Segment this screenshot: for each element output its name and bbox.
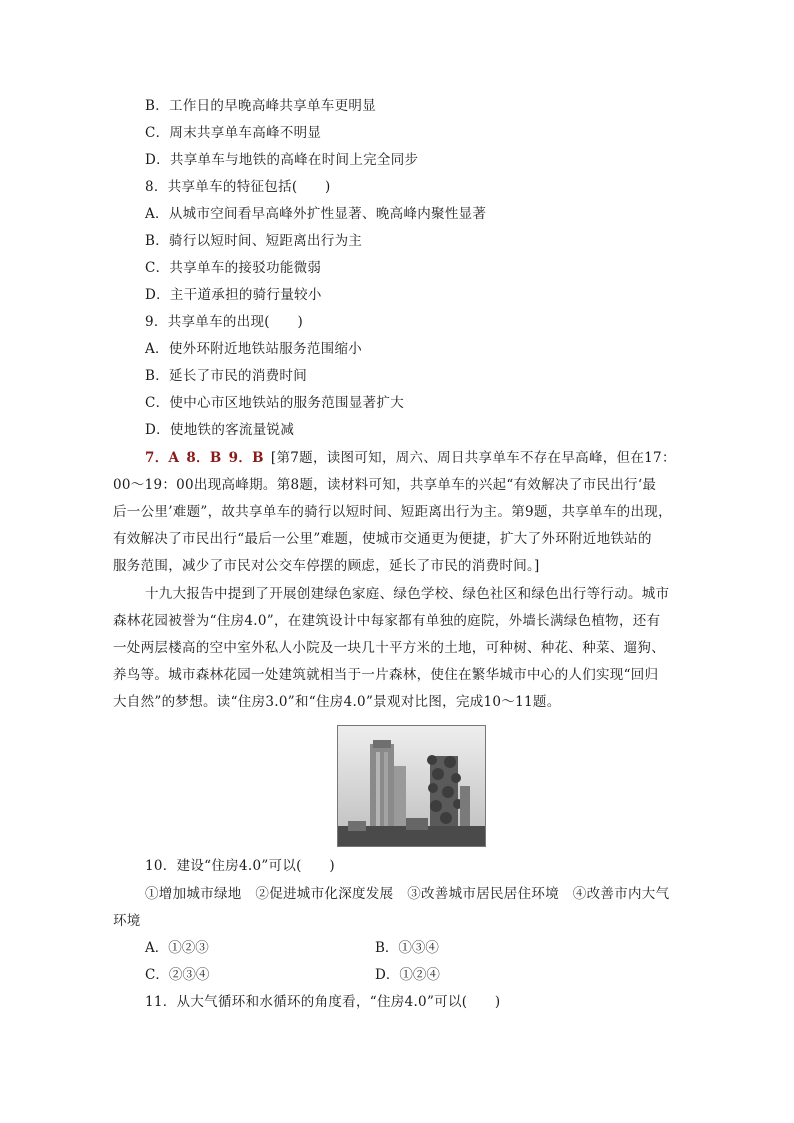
q8-option-b: B．骑行以短时间、短距离出行为主 <box>145 233 363 249</box>
q9-option-a: A．使外环附近地铁站服务范围缩小 <box>145 341 363 357</box>
q10-statements-line-1: ①增加城市绿地 ②促进城市化深度发展 ③改善城市居民居住环境 ④改善市内大气 <box>145 886 670 902</box>
passage-line-5: 大自然”的梦想。读“住房3.0”和“住房4.0”景观对比图，完成10～11题。 <box>113 694 561 710</box>
q8-stem: 8．共享单车的特征包括( ) <box>145 179 331 195</box>
answer-9: 9．B <box>228 450 264 466</box>
answer-explanation-line-2: 00～19：00出现高峰期。第8题，读材料可知，共享单车的兴起“有效解决了市民出行‘最 <box>113 477 657 493</box>
q7-option-c: C．周末共享单车高峰不明显 <box>145 125 322 141</box>
answer-7: 7．A <box>145 450 180 466</box>
q8-option-d: D．主干道承担的骑行量较小 <box>145 287 322 303</box>
answer-explanation-line-1: [第7题，读图可知，周六、周日共享单车不存在早高峰，但在17： <box>270 450 676 466</box>
q9-option-d: D．使地铁的客流量锐减 <box>145 422 295 438</box>
q7-option-b: B．工作日的早晚高峰共享单车更明显 <box>145 98 377 114</box>
q10-option-b: B．①③④ <box>375 940 439 956</box>
q10-option-d: D．①②④ <box>375 967 440 983</box>
q8-option-c: C．共享单车的接驳功能微弱 <box>145 260 322 276</box>
q9-stem: 9．共享单车的出现( ) <box>145 314 304 330</box>
q9-option-b: B．延长了市民的消费时间 <box>145 368 308 384</box>
passage-line-4: 养鸟等。城市森林花园一处建筑就相当于一片森林，使住在繁华城市中心的人们实现“回归 <box>113 667 659 683</box>
housing-comparison-photo <box>337 725 486 847</box>
passage-line-3: 一处两层楼高的空中室外私人小院及一块几十平方米的土地，可种树、种花、种菜、遛狗、 <box>113 640 665 656</box>
passage-line-2: 森林花园被誉为“住房4.0”，在建筑设计中每家都有单独的庭院，外墙长满绿色植物，还有 <box>113 613 661 629</box>
q10-option-a: A．①②③ <box>145 940 209 956</box>
q8-option-a: A．从城市空间看早高峰外扩性显著、晚高峰内聚性显著 <box>145 206 487 222</box>
q9-option-c: C．使中心市区地铁站的服务范围显著扩大 <box>145 395 405 411</box>
answer-8: 8．B <box>186 450 222 466</box>
answer-explanation-line-4: 有效解决了市民出行“最后一公里”难题，使城市交通更为便捷，扩大了外环附近地铁站的 <box>113 531 652 547</box>
q10-option-c: C．②③④ <box>145 967 210 983</box>
answer-first-line <box>145 449 676 467</box>
q10-stem: 10．建设“住房4.0”可以( ) <box>145 858 335 874</box>
q10-statements-line-2: 环境 <box>113 913 141 929</box>
answer-explanation-line-3: 后一公里’难题”，故共享单车的骑行以短时间、短距离出行为主。第9题，共享单车的出现， <box>113 504 672 520</box>
passage-line-1: 十九大报告中提到了开展创建绿色家庭、绿色学校、绿色社区和绿色出行等行动。城市 <box>145 586 670 602</box>
q7-option-d: D．共享单车与地铁的高峰在时间上完全同步 <box>145 152 419 168</box>
q11-stem: 11．从大气循环和水循环的角度看，“住房4.0”可以( ) <box>145 994 501 1010</box>
answer-explanation-line-5: 服务范围，减少了市民对公交车停摆的顾虑，延长了市民的消费时间。] <box>113 558 540 574</box>
